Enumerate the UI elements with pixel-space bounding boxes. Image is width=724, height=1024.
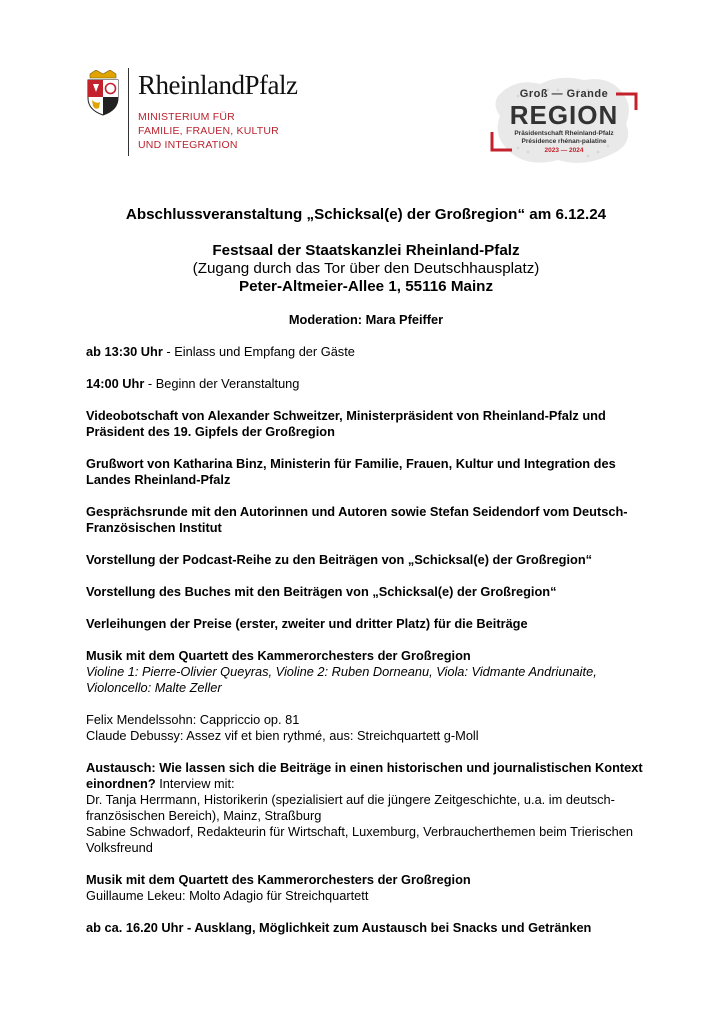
program-item-music-2 (86, 872, 646, 904)
program-text: - Beginn der Veranstaltung (144, 376, 300, 391)
program-item-video-message: Videobotschaft von Alexander Schweitzer, Ministerpräsident von Rheinland-Pfalz und Präsident des 19. Gipfels der Großregion (86, 408, 606, 439)
rlp-coat-of-arms-icon (86, 70, 120, 116)
grossregion-presidency-fr: Présidence rhénan-palatine (521, 138, 607, 145)
program-content (86, 206, 646, 936)
program-item-book: Vorstellung des Buches mit den Beiträgen von „Schicksal(e) der Großregion“ (86, 584, 557, 599)
venue-address: Peter-Altmeier-Allee 1, 55116 Mainz (238, 278, 494, 295)
program-item-discussion: Gesprächsrunde mit den Autorinnen und Autoren sowie Stefan Seidendorf vom Deutsch-Französischen Institut (86, 504, 628, 535)
exchange-guest: Sabine Schwadorf, Redakteurin für Wirtschaft, Luxemburg, Verbraucherthemen beim Trierischen Volksfreund (86, 824, 633, 855)
program-item-admission (86, 344, 646, 360)
program-item-music-1 (86, 648, 646, 696)
grossregion-presidency-de: Präsidentschaft Rheinland-Pfalz (514, 130, 614, 137)
exchange-heading: Austausch: Wie lassen sich die Beiträge in einen historischen und journalistischen Kontext einordnen? (86, 760, 643, 791)
brand-name: RheinlandPfalz (138, 70, 298, 100)
music-heading: Musik mit dem Quartett des Kammerorchesters der Großregion (86, 648, 471, 663)
moderation-line: Moderation: Mara Pfeiffer (288, 312, 444, 327)
grossregion-years: 2023 — 2024 (544, 147, 584, 154)
program-item-closing: ab ca. 16.20 Uhr - Ausklang, Möglichkeit zum Austausch bei Snacks und Getränken (86, 920, 592, 935)
header-divider (128, 68, 129, 156)
ministry-line: FAMILIE, FRAUEN, KULTUR (138, 125, 279, 137)
program-time: 14:00 Uhr (86, 376, 145, 391)
venue-block (86, 242, 646, 296)
exchange-guest: Dr. Tanja Herrmann, Historikerin (spezialisiert auf die jüngere Zeitgeschichte, u.a. im deutsch-französischen Bereich), Mainz, Straßburg (86, 792, 615, 823)
music-piece: Claude Debussy: Assez vif et bien rythmé, aus: Streichquartett g-Moll (86, 728, 479, 743)
program-item-exchange (86, 760, 646, 856)
ministry-line: UND INTEGRATION (138, 139, 238, 151)
program-item-greeting: Grußwort von Katharina Binz, Ministerin für Familie, Frauen, Kultur und Integration des Landes Rheinland-Pfalz (86, 456, 616, 487)
program-text: - Einlass und Empfang der Gäste (162, 344, 355, 359)
music-piece: Felix Mendelssohn: Cappriccio op. 81 (86, 712, 300, 727)
program-item-podcast: Vorstellung der Podcast-Reihe zu den Beiträgen von „Schicksal(e) der Großregion“ (86, 552, 593, 567)
ministry-line: MINISTERIUM FÜR (138, 111, 235, 123)
program-item-awards: Verleihungen der Preise (erster, zweiter und dritter Platz) für die Beiträge (86, 616, 528, 631)
music-piece: Guillaume Lekeu: Molto Adagio für Streichquartett (86, 888, 369, 903)
grossregion-top-line: Groß — Grande (519, 88, 609, 100)
event-title: Abschlussveranstaltung „Schicksal(e) der Großregion“ am 6.12.24 (125, 206, 607, 223)
music-pieces (86, 712, 646, 744)
document-header (0, 0, 724, 190)
venue-name: Festsaal der Staatskanzlei Rheinland-Pfalz (212, 242, 520, 259)
exchange-intro: Interview mit: (155, 776, 235, 791)
grossregion-main-word: REGION (509, 100, 619, 130)
music-heading: Musik mit dem Quartett des Kammerorchesters der Großregion (86, 872, 471, 887)
ministry-name (138, 110, 279, 152)
program-item-start (86, 376, 646, 392)
program-time: ab 13:30 Uhr (86, 344, 163, 359)
venue-access: (Zugang durch das Tor über den Deutschhausplatz) (192, 260, 540, 277)
grossregion-wordmark (490, 88, 638, 156)
music-musicians: Violine 1: Pierre-Olivier Queyras, Violine 2: Ruben Dorneanu, Viola: Vidmante Andriunaite, Violoncello: Malte Zeller (86, 664, 597, 695)
